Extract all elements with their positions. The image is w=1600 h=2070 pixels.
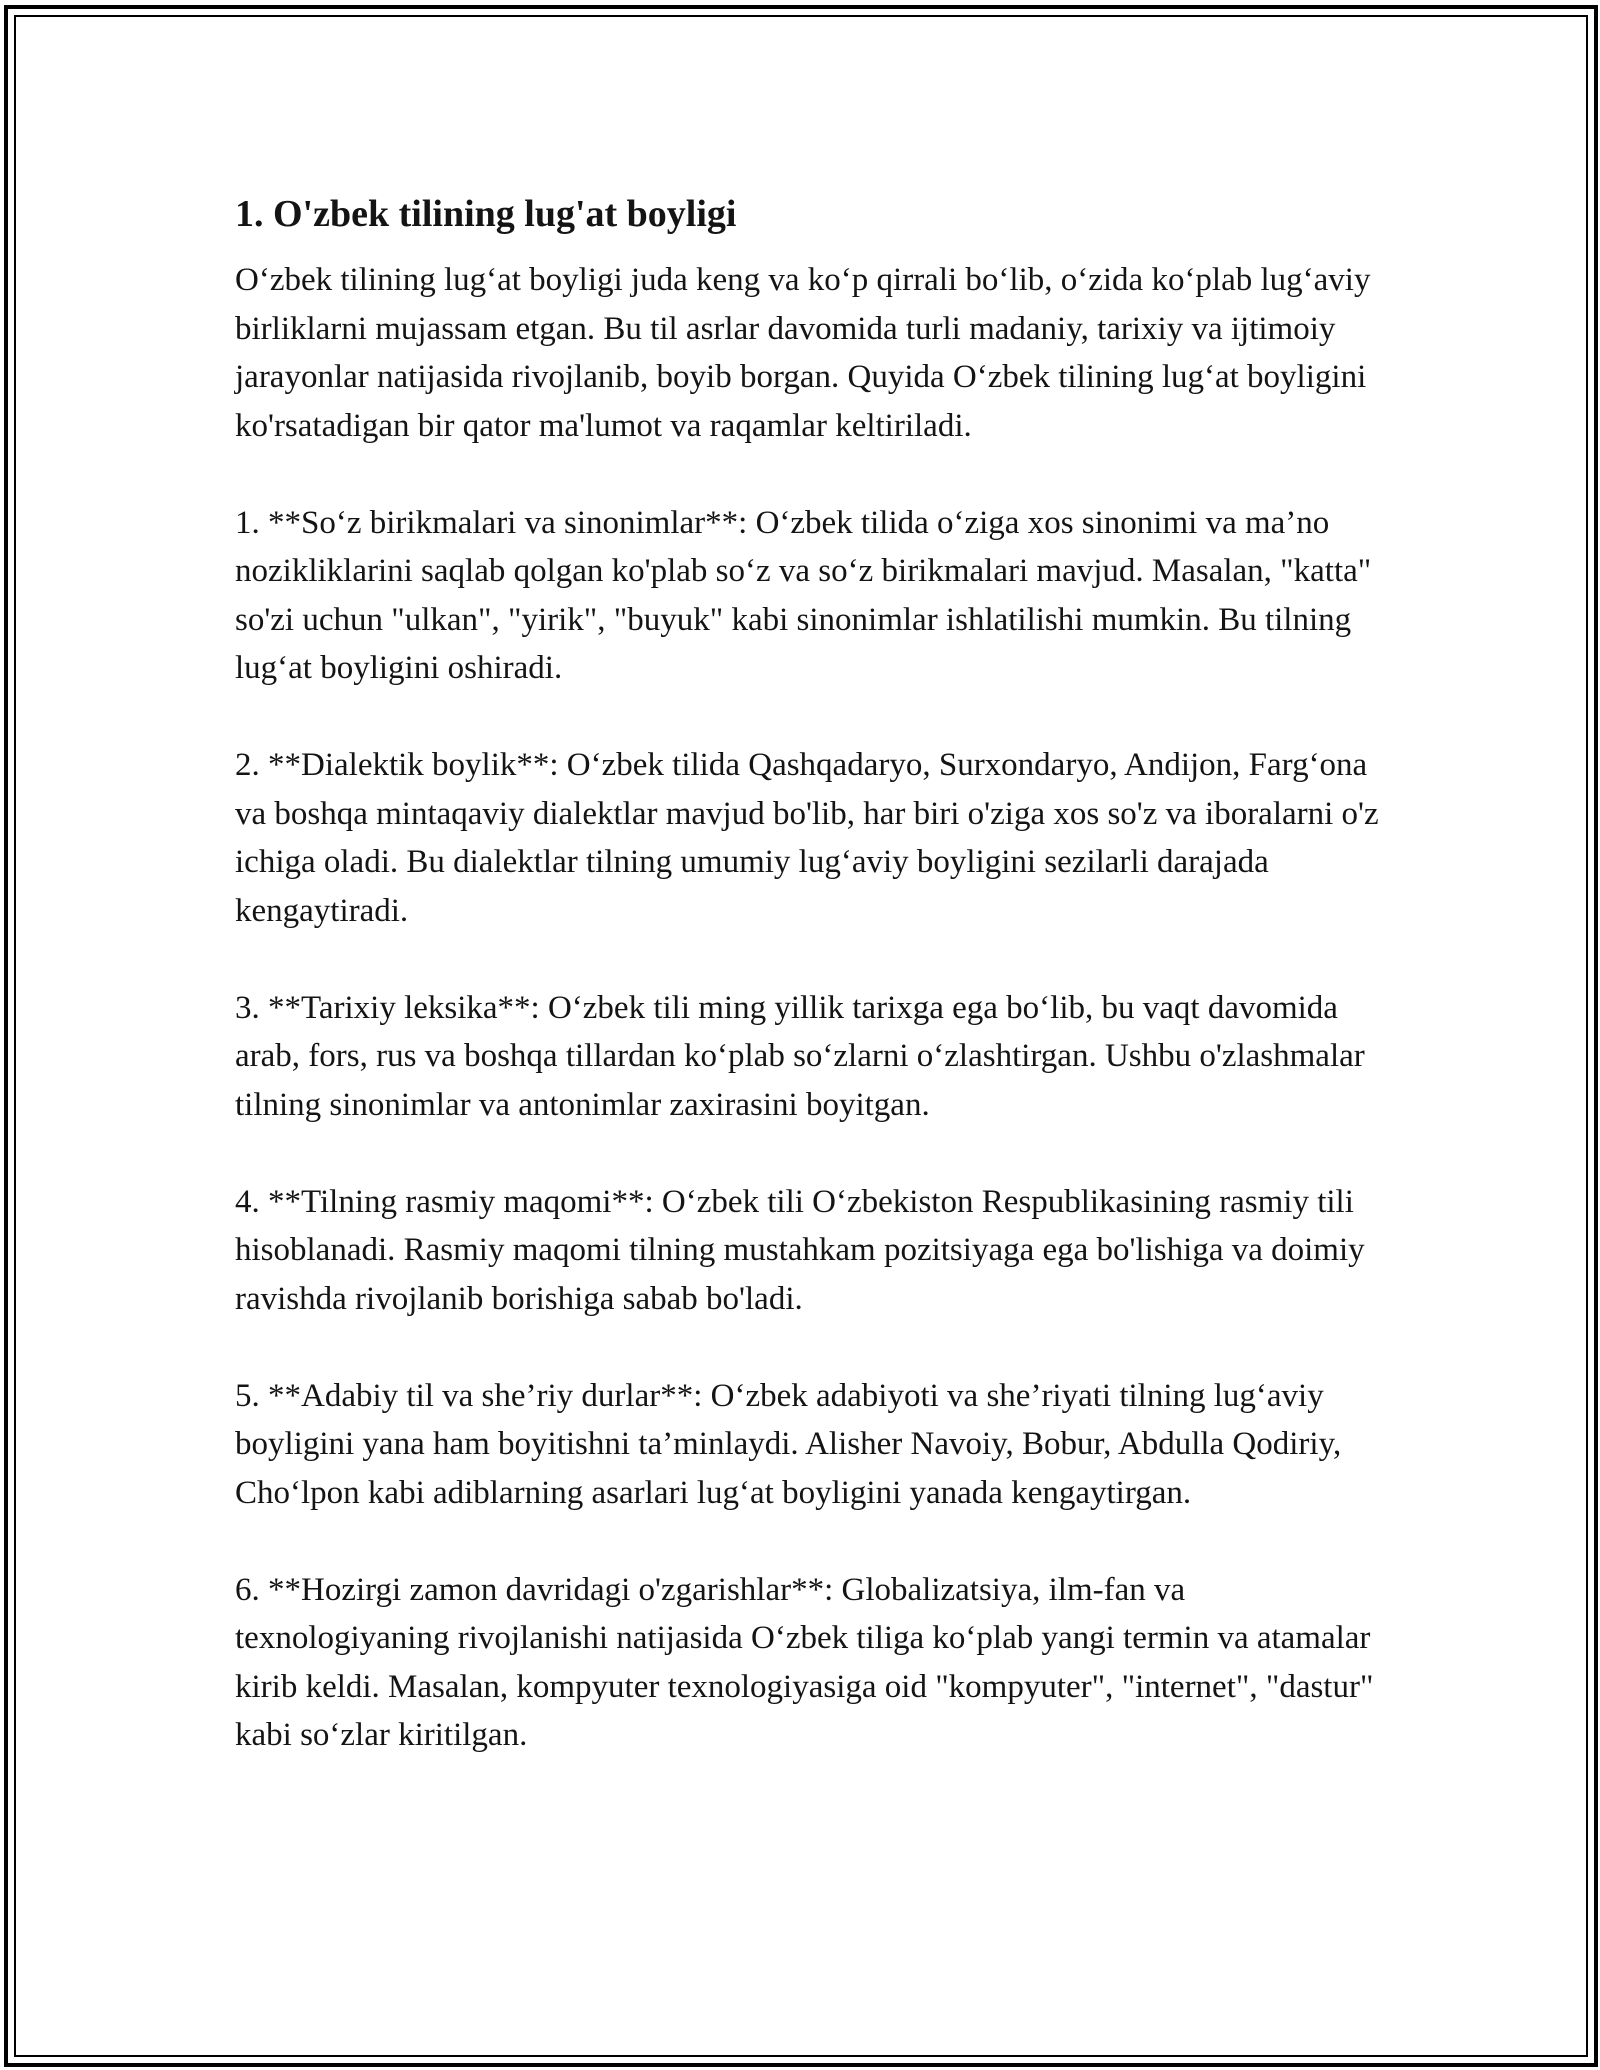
list-item-dialects: 2. **Dialektik boylik**: O‘zbek tilida Qashqadaryo, Surxondaryo, Andijon, Farg‘ona va boshqa mintaqaviy dialektlar mavjud bo'lib, har biri o'ziga xos so'z va iboralarni o'z ichiga oladi. Bu dialektlar tilning umumiy lug‘aviy boyligini sezilarli darajada kengaytiradi. [235, 747, 1379, 929]
list-item-synonyms: 1. **So‘z birikmalari va sinonimlar**: O‘zbek tilida o‘ziga xos sinonimi va ma’no nozikliklarini saqlab qolgan ko'plab so‘z va so‘z birikmalari mavjud. Masalan, "katta" so'zi uchun "ulkan", "yirik", "buyuk" kabi sinonimlar ishlatilishi mumkin. Bu tilning lug‘at boyligini oshiradi. [235, 504, 1372, 686]
list-item-historical-lexicon: 3. **Tarixiy leksika**: O‘zbek tili ming yillik tarixga ega bo‘lib, bu vaqt davomida arab, fors, rus va boshqa tillardan ko‘plab so‘zlarni o‘zlashtirgan. Ushbu o'zlashmalar tilning sinonimlar va antonimlar zaxirasini boyitgan. [235, 989, 1365, 1123]
intro-paragraph: O‘zbek tilining lug‘at boyligi juda keng va ko‘p qirrali bo‘lib, o‘zida ko‘plab lug‘aviy birliklarni mujassam etgan. Bu til asrlar davomida turli madaniy, tarixiy va ijtimoiy jarayonlar natijasida rivojlanib, boyib borgan. Quyida O‘zbek tilining lug‘at boyligini ko'rsatadigan bir qator ma'lumot va raqamlar keltiriladi. [235, 262, 1371, 444]
list-item-official-status: 4. **Tilning rasmiy maqomi**: O‘zbek tili O‘zbekiston Respublikasining rasmiy tili hisoblanadi. Rasmiy maqomi tilning mustahkam pozitsiyaga ega bo'lishiga va doimiy ravishda rivojlanib borishiga sabab bo'ladi. [235, 1183, 1365, 1317]
list-item-modern-changes: 6. **Hozirgi zamon davridagi o'zgarishlar**: Globalizatsiya, ilm-fan va texnologiyaning rivojlanishi natijasida O‘zbek tiliga ko‘plab yangi termin va atamalar kirib keldi. Masalan, kompyuter texnologiyasiga oid "kompyuter", "internet", "dastur" kabi so‘zlar kiritilgan. [235, 1571, 1374, 1753]
list-item-literary-language: 5. **Adabiy til va she’riy durlar**: O‘zbek adabiyoti va she’riyati tilning lug‘aviy boyligini yana ham boyitishni ta’minlaydi. Alisher Navoiy, Bobur, Abdulla Qodiriy, Cho‘lpon kabi adiblarning asarlari lug‘at boyligini yanada kengaytirgan. [235, 1377, 1342, 1511]
document-body [235, 188, 1395, 1808]
document-title: 1. O'zbek tilining lug'at boyligi [235, 193, 737, 235]
